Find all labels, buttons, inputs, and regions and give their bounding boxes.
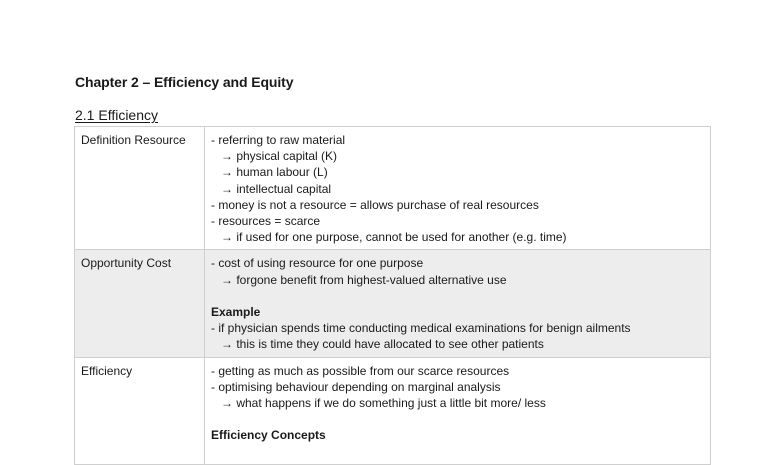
note-line: → if used for one purpose, cannot be used for another (e.g. time): [221, 230, 567, 245]
description-cell: [205, 127, 711, 250]
note-line: → forgone benefit from highest-valued alternative use: [221, 272, 507, 287]
note-heading: Example: [211, 305, 261, 320]
term-cell: Efficiency: [75, 357, 205, 464]
note-line: → this is time they could have allocated to see other patients: [221, 337, 544, 352]
note-line: - money is not a resource = allows purchase of real resources: [211, 197, 539, 212]
term-cell: Opportunity Cost: [75, 250, 205, 357]
note-line: → what happens if we do something just a little bit more/ less: [221, 396, 546, 411]
table-row: [75, 357, 711, 464]
table-row: [75, 127, 711, 250]
note-line: - getting as much as possible from our scarce resources: [211, 363, 510, 378]
note-line: → physical capital (K): [221, 149, 338, 164]
note-heading: Efficiency Concepts: [211, 428, 326, 443]
note-line: - optimising behaviour depending on marginal analysis: [211, 379, 501, 394]
chapter-title: Chapter 2 – Efficiency and Equity: [75, 74, 294, 90]
note-line: - referring to raw material: [211, 133, 346, 147]
note-line: - cost of using resource for one purpose: [211, 256, 424, 271]
description-cell: [205, 357, 711, 464]
description-cell: [205, 250, 711, 357]
note-line: → intellectual capital: [221, 181, 332, 196]
spacer: [211, 411, 704, 427]
section-title: 2.1 Efficiency: [75, 107, 159, 123]
note-line: - if physician spends time conducting medical examinations for benign ailments: [211, 321, 631, 336]
notes-table: [74, 126, 711, 465]
note-line: → human labour (L): [221, 165, 328, 180]
table-row: [75, 250, 711, 357]
note-line: - resources = scarce: [211, 214, 321, 229]
spacer: [211, 288, 704, 304]
spacer: [211, 444, 704, 460]
term-cell: Definition Resource: [75, 127, 205, 250]
